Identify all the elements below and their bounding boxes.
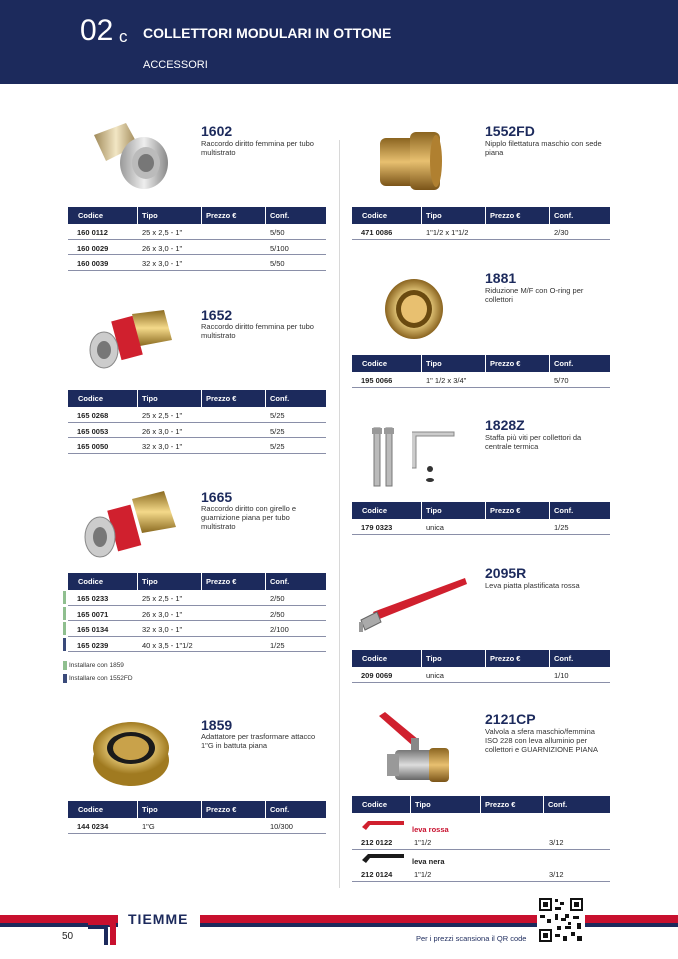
product-code: 2095R [485, 565, 527, 581]
table-row: 471 0086 1"1/2 x 1"1/2 2/30 [352, 224, 610, 240]
product-table-1652 [68, 390, 326, 454]
variant-label-red: leva rossa [412, 825, 449, 834]
product-table-1665 [68, 573, 326, 652]
table-row: 160 0039 32 x 3,0 - 1" 5/50 [68, 255, 326, 271]
table-row: 165 0233 25 x 2,5 - 1" 2/50 [68, 590, 326, 606]
product-code: 1552FD [485, 123, 535, 139]
table-header: Codice Tipo Prezzo € Conf. [352, 355, 610, 372]
table-row: 165 0134 32 x 3,0 - 1" 2/100 [68, 621, 326, 637]
marker-green [63, 607, 66, 620]
product-description: Raccordo diritto femmina per tubo multistrato [201, 322, 314, 340]
table-row: 179 0323 unica 1/25 [352, 519, 610, 535]
product-description: Staffa più viti per collettori da centrale termica [485, 433, 582, 451]
product-image-2095R [357, 574, 469, 634]
product-table-2095R [352, 650, 610, 683]
product-code: 1881 [485, 270, 517, 286]
product-code: 1652 [201, 307, 233, 323]
product-description: Nipplo filettatura maschio con sede piana [485, 139, 602, 157]
product-image-1602 [86, 117, 176, 197]
col-codice: Codice [78, 211, 104, 220]
product-table-1828Z [352, 502, 610, 535]
product-description: Leva piatta plastificata rossa [485, 581, 580, 590]
product-table-2121CP-red [352, 834, 610, 850]
marker-blue [63, 638, 66, 651]
marker-green [63, 622, 66, 635]
table-row: 165 0268 25 x 2,5 - 1" 5/25 [68, 407, 326, 423]
product-description: Raccordo diritto con girello e guarnizione piana per tubo multistrato [201, 504, 297, 531]
table-header: Codice Tipo Prezzo € Conf. [352, 796, 610, 813]
table-row: 212 0122 1"1/2 3/12 [352, 834, 610, 850]
product-image-1665 [80, 487, 178, 563]
table-header: Codice Tipo Prezzo € Conf. [68, 390, 326, 407]
legend-item: Installare con 1859 [63, 661, 124, 670]
product-table-1552FD [352, 207, 610, 240]
marker-green [63, 591, 66, 604]
table-row: 212 0124 1"1/2 3/12 [352, 866, 610, 882]
product-table-1859 [68, 801, 326, 834]
table-row: 144 0234 1"G 10/300 [68, 818, 326, 834]
table-row: 165 0239 40 x 3,5 - 1"1/2 1/25 [68, 637, 326, 653]
table-header: Codice Tipo Prezzo € Conf. [68, 573, 326, 590]
product-image-2121CP [375, 710, 453, 786]
table-row: 160 0029 26 x 3,0 - 1" 5/100 [68, 240, 326, 256]
table-header: Codice Tipo Prezzo € Conf. [352, 207, 610, 224]
table-header: Codice Tipo Prezzo € Conf. [68, 801, 326, 818]
col-prezzo: Prezzo € [201, 207, 236, 224]
legend-item: Installare con 1552FD [63, 674, 133, 683]
product-description: Riduzione M/F con O-ring per collettori [485, 286, 584, 304]
red-lever-icon [360, 817, 406, 831]
variant-label-black: leva nera [412, 857, 445, 866]
black-lever-icon [360, 850, 406, 864]
table-header: Codice Tipo Prezzo € Conf. [352, 650, 610, 667]
footer-line-red [200, 915, 678, 923]
section-suffix: c [119, 27, 128, 46]
brand-swoosh-icon [88, 915, 128, 945]
page-number: 50 [62, 931, 74, 942]
section-number: 02 [80, 14, 114, 47]
product-table-2121CP-black [352, 866, 610, 882]
product-image-1652 [82, 306, 177, 372]
product-description: Raccordo diritto femmina per tubo multistrato [201, 139, 314, 157]
page-subtitle: ACCESSORI [143, 59, 208, 71]
product-code: 1828Z [485, 417, 525, 433]
product-code: 2121CP [485, 711, 536, 727]
col-tipo: Tipo [137, 207, 158, 224]
column-divider [339, 140, 340, 888]
product-description: Valvola a sfera maschio/femmina ISO 228 con leva alluminio per collettori e GUARNIZIONE PIANA [485, 727, 598, 754]
qr-caption: Per i prezzi scansiona il QR code [416, 934, 527, 943]
table-row: 160 0112 25 x 2,5 - 1" 5/50 [68, 224, 326, 240]
product-table-1602 [68, 207, 326, 271]
product-image-1859 [90, 712, 172, 790]
product-table-1881 [352, 355, 610, 388]
product-description: Adattatore per trasformare attacco 1"G in battuta piana [201, 732, 316, 750]
table-row: 165 0050 32 x 3,0 - 1" 5/25 [68, 438, 326, 454]
brand-logo: TIEMME [124, 911, 192, 927]
product-code: 1665 [201, 489, 233, 505]
page-header [0, 0, 678, 84]
page-title: COLLETTORI MODULARI IN OTTONE [143, 25, 392, 41]
table-row: 209 0069 unica 1/10 [352, 667, 610, 683]
footer-line-blue [200, 923, 678, 927]
product-image-1828Z [364, 422, 460, 490]
table-header: Codice Tipo Prezzo € Conf. [352, 502, 610, 519]
table-row: 165 0071 26 x 3,0 - 1" 2/50 [68, 606, 326, 622]
table-row: 195 0066 1" 1/2 x 3/4" 5/70 [352, 372, 610, 388]
table-header [68, 207, 326, 224]
product-image-1881 [383, 276, 445, 340]
table-row: 165 0053 26 x 3,0 - 1" 5/25 [68, 423, 326, 439]
qr-code-icon[interactable] [537, 896, 585, 944]
col-conf: Conf. [265, 207, 289, 224]
product-table-2121CP [352, 796, 610, 813]
product-code: 1602 [201, 123, 233, 139]
product-code: 1859 [201, 717, 233, 733]
product-image-1552FD [376, 130, 446, 192]
